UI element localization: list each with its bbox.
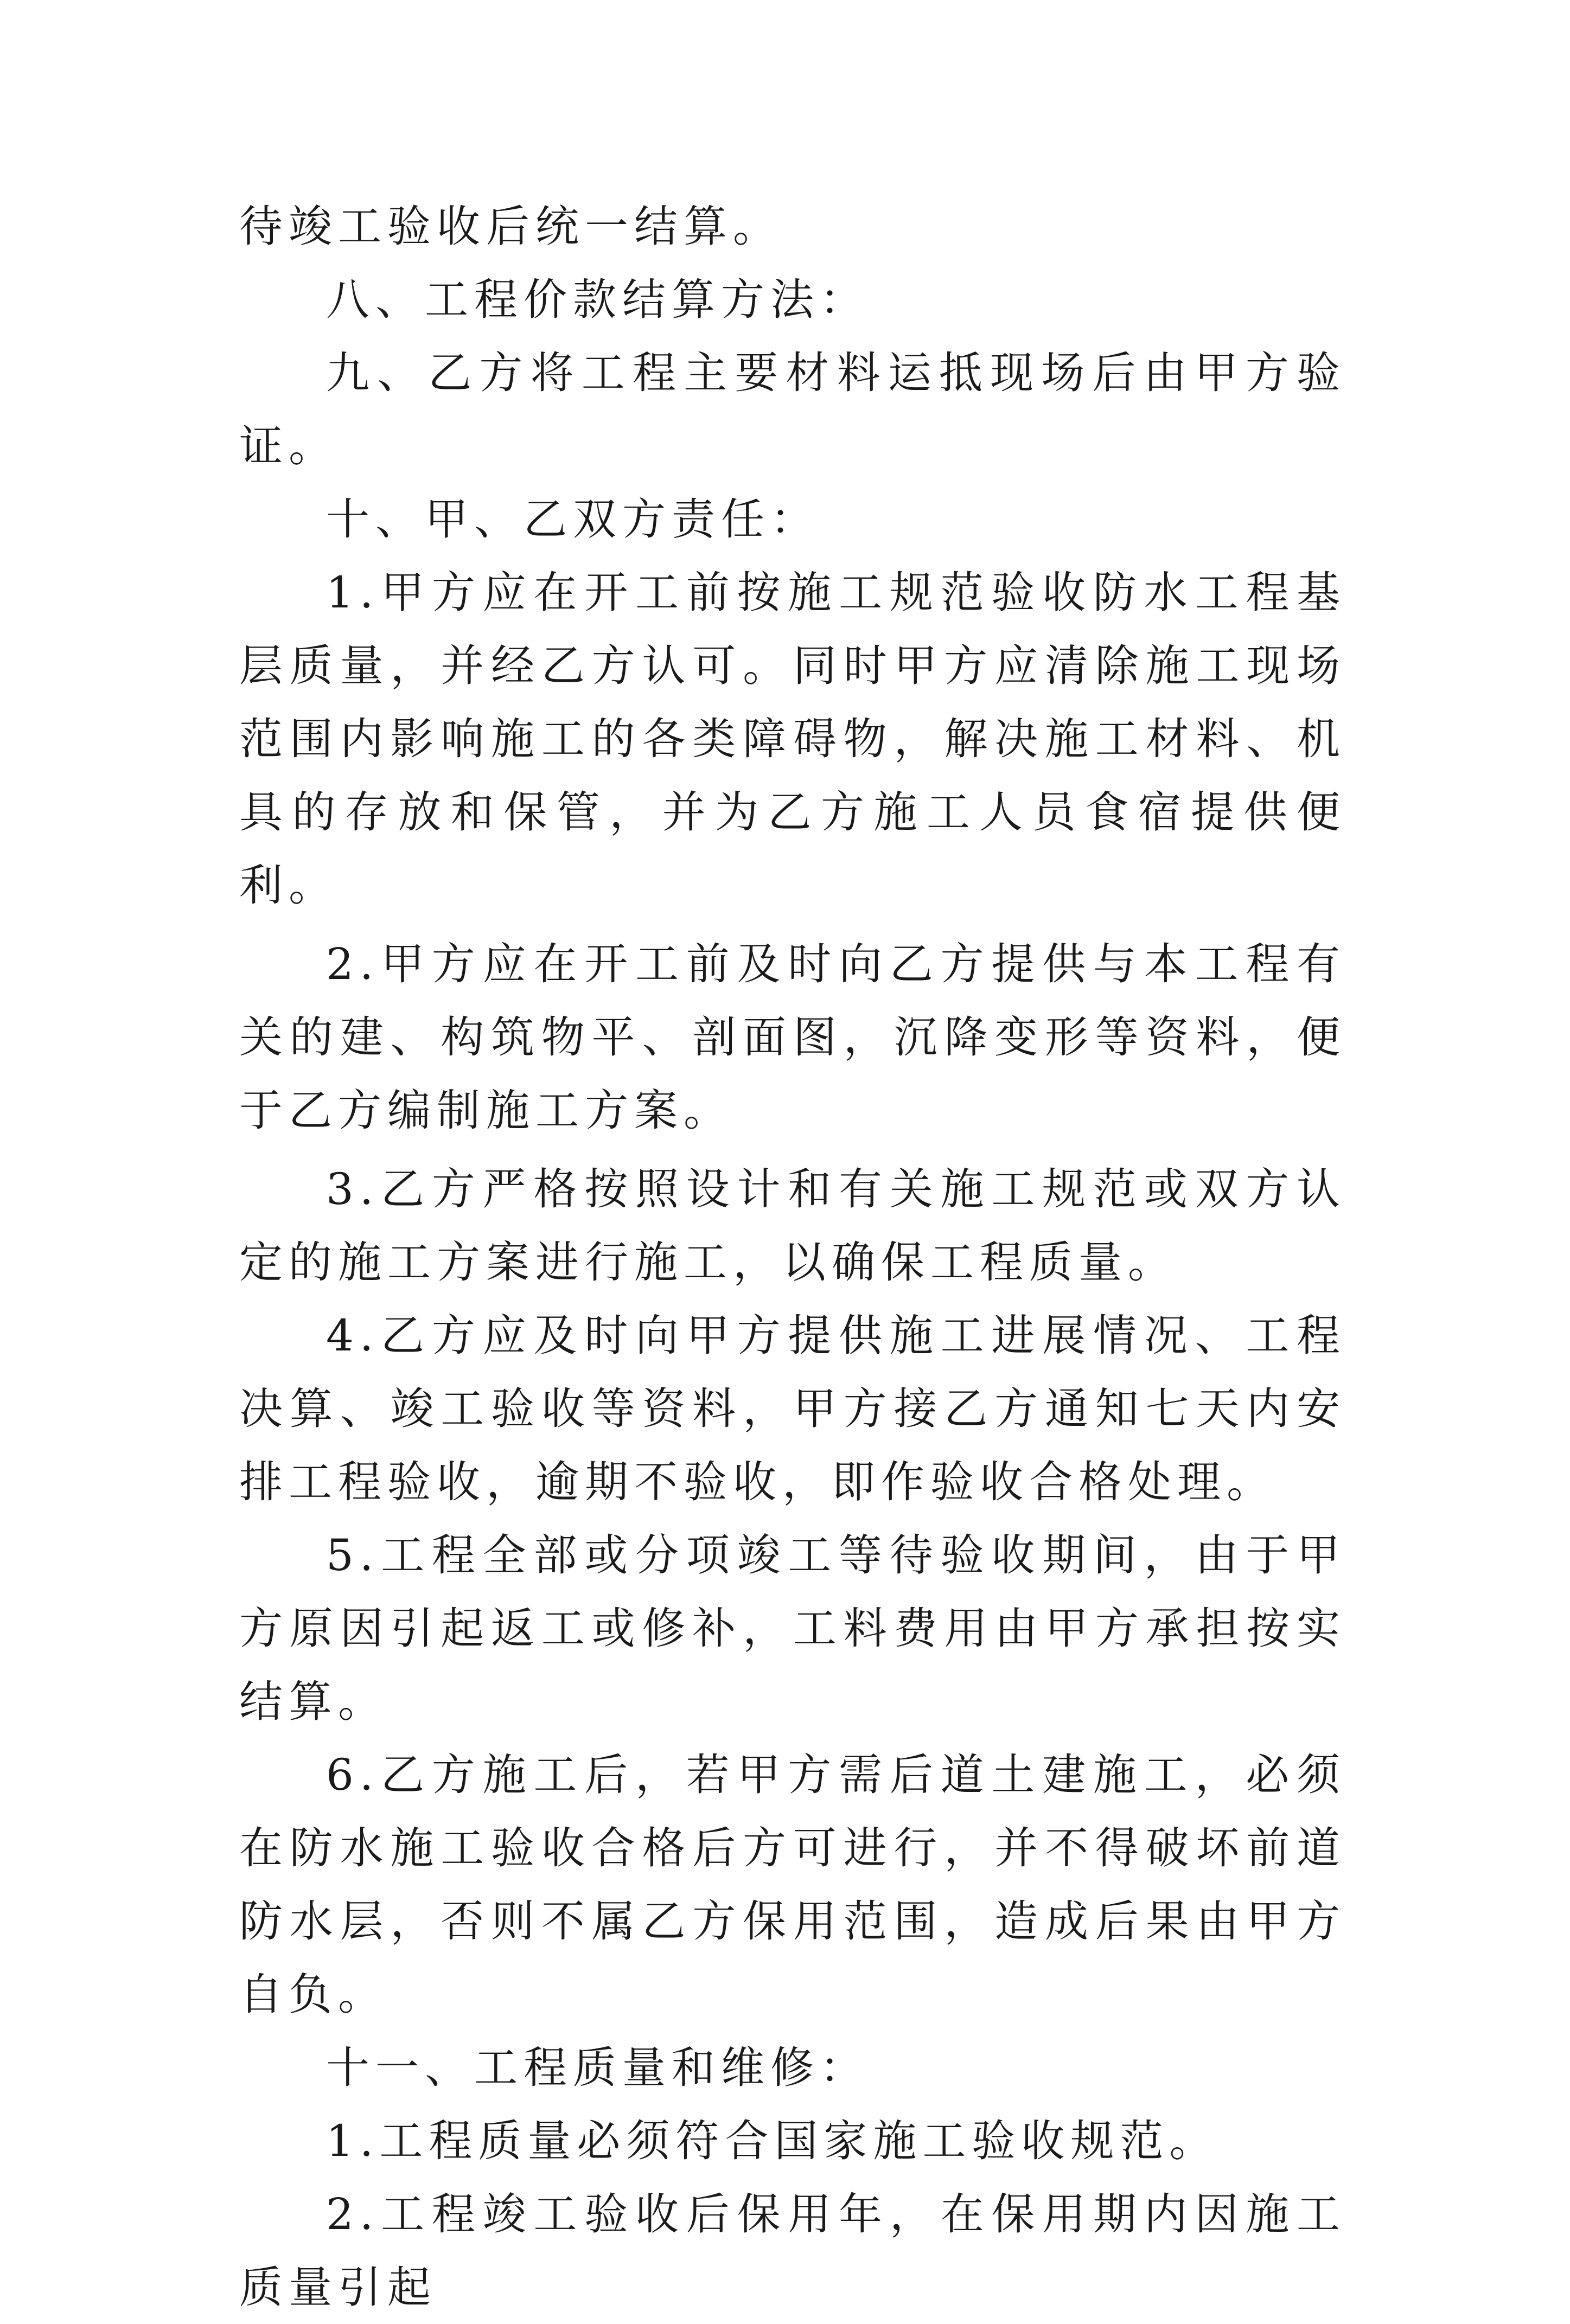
section-10-item-3: 3.乙方严格按照设计和有关施工规范或双方认定的施工方案进行施工，以确保工程质量。: [239, 1164, 1346, 1288]
paragraph-continuation: 待竣工验收后统一结算。: [239, 201, 782, 252]
section-11-item-1: 1.工程质量必须符合国家施工验收规范。: [326, 2116, 1219, 2166]
section-8-heading: 八、工程价款结算方法：: [326, 274, 869, 325]
section-10-item-2: 2.甲方应在开工前及时向乙方提供与本工程有关的建、构筑物平、剖面图，沉降变形等资料，便于乙方编制施工方案。: [239, 939, 1346, 1136]
document-body: [239, 190, 1346, 2324]
section-9-text: 九、乙方将工程主要材料运抵现场后由甲方验证。: [239, 348, 1346, 471]
section-11-heading: 十一、工程质量和维修：: [326, 2043, 869, 2093]
section-10-item-5: 5.工程全部或分项竣工等待验收期间，由于甲方原因引起返工或修补，工料费用由甲方承担按实结算。: [239, 1530, 1346, 1727]
section-10-item-1: 1.甲方应在开工前按施工规范验收防水工程基层质量，并经乙方认可。同时甲方应清除施工现场范围内影响施工的各类障碍物，解决施工材料、机具的存放和保管，并为乙方施工人员食宿提供便利。: [239, 567, 1346, 911]
section-10-heading: 十、甲、乙双方责任：: [326, 494, 820, 545]
section-10-item-6: 6.乙方施工后，若甲方需后道土建施工，必须在防水施工验收合格后方可进行，并不得破坏前道防水层，否则不属乙方保用范围，造成后果由甲方自负。: [239, 1750, 1346, 2020]
section-11-item-2: 2.工程竣工验收后保用年，在保用期内因施工质量引起: [239, 2189, 1346, 2313]
section-10-item-4: 4.乙方应及时向甲方提供施工进展情况、工程决算、竣工验收等资料，甲方接乙方通知七天内安排工程验收，逾期不验收，即作验收合格处理。: [239, 1310, 1346, 1507]
